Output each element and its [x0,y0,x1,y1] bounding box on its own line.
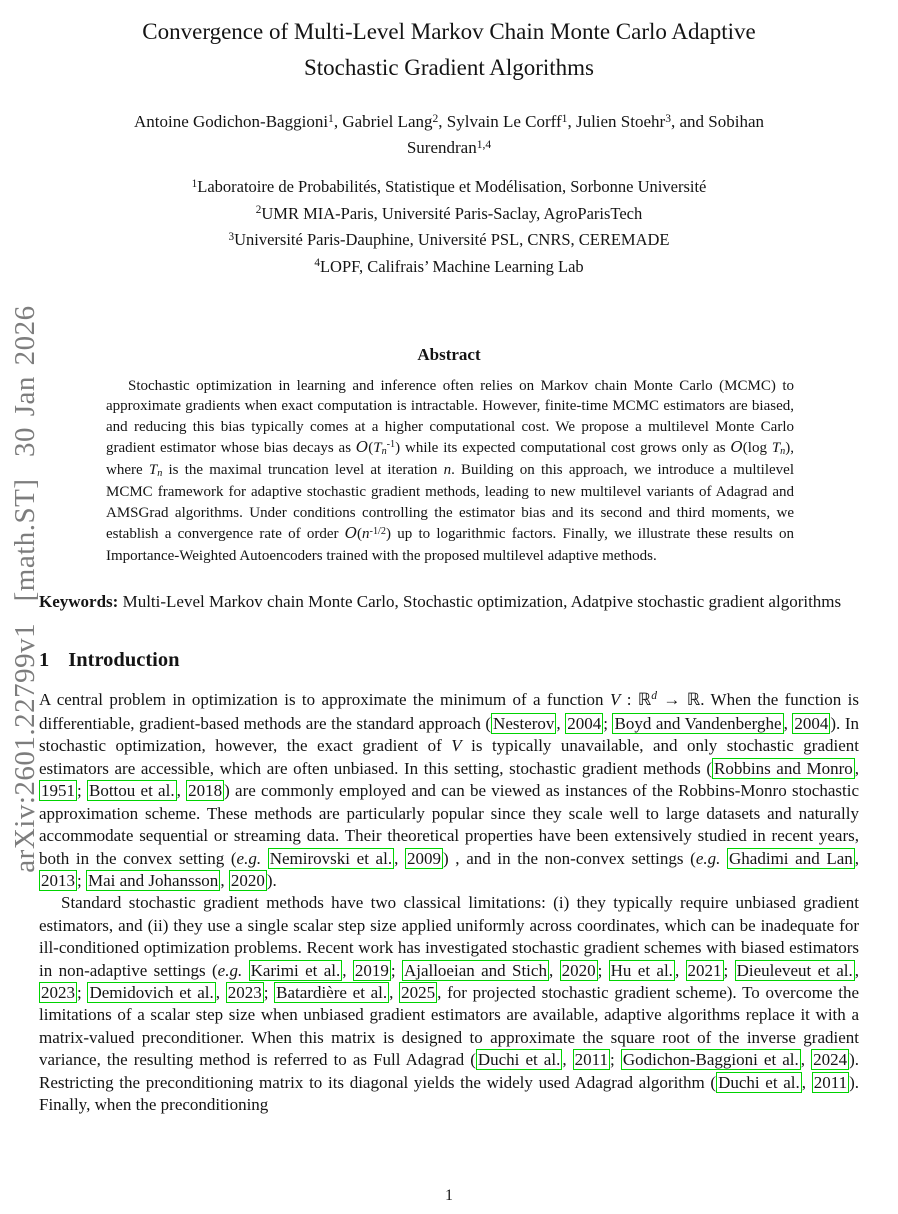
text-segment: 3 [228,230,235,243]
text-segment: 3 [665,111,671,125]
text-segment: e.g. [236,848,262,868]
text-segment: Antoine Godichon-Baggioni [133,112,329,131]
text-segment: ; [77,870,86,890]
intro-paragraph-1 [39,689,859,893]
text-segment: . Building on this approach, we introduce a multilevel MCMC framework for adaptive stochastic gradient methods, leading to new multilevel variants of Adagrad and AMSGrad algorithms. Under conditions controlling the estimator bias and its second and third moments, we establish a convergence rate of order [106,462,794,543]
arxiv-watermark: arXiv:2601.22799v1 [math.ST] 30 Jan 2026 [9,305,41,873]
abstract-heading: Abstract [417,345,481,364]
citation-link[interactable]: 2023 [41,982,75,1002]
section-title: Introduction [68,648,180,671]
text-segment: V [451,736,462,756]
text-segment: , [220,870,229,890]
section-number: 1 [39,648,50,671]
affiliation-line-2 [40,202,858,229]
text-segment [242,961,248,980]
text-segment: ; [390,960,402,980]
text-segment: T [373,439,382,456]
text-segment: T [771,439,781,456]
text-segment: ) up to logarithmic factors. Finally, we illustrate these results on Importance-Weighted Autoencoders trained with the proposed multilevel adaptive methods. [106,526,794,565]
text-segment: -1 [386,439,396,451]
text-segment: 2 [432,111,439,125]
text-segment: T [148,462,158,479]
citation-link[interactable]: 2018 [188,781,223,801]
text-segment: , Gabriel Lang [333,112,433,131]
text-segment: ; [77,982,88,1002]
text-segment: ) are commonly employed and can be viewed as instances of the Robbins-Monro stochastic approximation scheme. These methods are particularly popular since they scale well to large datasets and naturally accommodate sequential or streaming data. Their theoretical properties have been extensively studied in recent years, both in the convex setting ( [39,781,859,868]
text-segment: n [157,468,163,480]
text-segment [261,849,268,868]
abstract-text [106,376,794,567]
text-segment: e.g. [695,848,721,868]
text-segment: (log [742,439,772,456]
text-segment: Laboratoire de Probabilités, Statistique et Modélisation, Sorbonne Université [197,177,707,196]
section-heading [39,649,859,672]
text-segment: Stochastic optimization in learning and inference often relies on Markov chain Monte Carlo (MCMC) to approximate gradients when exact computation is intractable. However, finite-time MCMC estimators are biased, and reducing this bias typically comes at a higher computational cost. We propose a multilevel Monte Carlo gradient estimator whose bias decays as [106,378,794,456]
keywords-line [39,590,859,613]
citation-link[interactable]: 2021 [687,960,722,980]
citation-link[interactable]: 2020 [230,870,265,890]
citation-link[interactable]: Nesterov [493,714,555,734]
text-segment: , [342,960,353,980]
text-segment: , [674,960,686,980]
text-segment: ( [368,439,374,456]
text-segment: → ℝ. When the function is differentiable, gradient-based methods are the standard approach ( [39,689,859,734]
text-segment: , [854,758,859,778]
text-segment: , Julien Stoehr [567,112,666,131]
affiliation-line-1 [40,175,858,202]
text-segment: 4 [314,257,320,270]
text-segment: A central problem in optimization is to approximate the minimum of a function [39,689,610,709]
citation-link[interactable]: Robbins and Monro [714,758,853,778]
page [0,14,898,1214]
affiliation-line-3 [40,228,858,255]
text-segment: ) while its expected computational cost grows only as [395,439,731,456]
citation-link[interactable]: 2019 [354,960,389,980]
citation-link[interactable]: 2020 [561,960,596,980]
text-segment: n [780,445,786,457]
text-segment: , [394,848,405,868]
citation-link[interactable]: Hu et al. [610,960,673,980]
text-segment: n [443,462,452,479]
text-segment: ; [610,1050,621,1070]
citation-link[interactable]: Demidovich et al. [89,982,214,1002]
text-segment: O [355,437,369,456]
text-segment: , [176,781,187,801]
text-segment: ( [357,526,363,543]
text-segment: , and Sobihan [670,112,765,131]
text-segment: , [783,714,793,734]
citation-link[interactable]: Duchi et al. [718,1072,800,1092]
text-segment: ; [263,982,275,1002]
text-segment: , [854,848,860,868]
text-segment: Multi-Level Markov chain Monte Carlo, Stochastic optimization, Adatpive stochastic gradient algorithms [118,591,842,611]
text-segment: ; [723,960,735,980]
text-segment: : ℝ [620,689,652,709]
text-segment: , Sylvain Le Corff [438,112,562,131]
text-segment: , [215,982,226,1002]
citation-link[interactable]: Karimi et al. [250,960,341,980]
citation-link[interactable]: 1951 [41,781,75,801]
citation-link[interactable]: Bottou et al. [88,781,175,801]
paper-title [60,14,838,86]
paper-title-line1: Convergence of Multi-Level Markov Chain Monte Carlo Adaptive [142,19,756,44]
citation-link[interactable]: Nemirovski et al. [269,848,393,868]
citation-link[interactable]: Dieuleveut et al. [736,960,853,980]
text-segment: d [651,689,658,703]
text-segment: , [562,1050,573,1070]
text-segment: , [548,960,560,980]
text-segment: Surendran [406,138,477,157]
citation-link[interactable]: Boyd and Vandenberghe [614,714,782,734]
citation-link[interactable]: 2023 [227,982,262,1002]
text-segment: ), where [106,439,794,479]
text-segment: n [381,445,387,457]
citation-link[interactable]: 2011 [574,1050,609,1070]
citation-link[interactable]: 2024 [813,1050,848,1070]
text-segment: , [854,960,859,980]
text-segment: ). In stochastic optimization, however, the exact gradient of [39,714,859,756]
affiliation-line-4 [40,255,858,282]
text-segment: , [800,1050,812,1070]
text-segment: ) , and in the non-convex settings ( [443,848,696,868]
text-segment: ; [597,960,609,980]
citation-link[interactable]: 2004 [567,714,602,734]
text-segment: ). Finally, when the preconditioning [39,1072,859,1114]
text-segment: V [609,689,621,709]
text-segment: , [801,1072,812,1092]
citation-link[interactable]: Duchi et al. [477,1050,561,1070]
text-segment: LOPF, Califrais’ Machine Learning Lab [319,256,584,276]
intro-paragraph-2 [39,892,859,1116]
text-segment: n [362,526,370,543]
text-segment: 1,4 [476,137,492,151]
citation-link[interactable]: 2004 [794,714,829,734]
page-number: 1 [445,1187,453,1204]
text-segment: is typically unavailable, and only stochastic gradient estimators are accessible, which are often unbiased. In this setting, stochastic gradient methods ( [39,736,859,778]
citation-link[interactable]: Batardière et al. [276,982,388,1002]
affiliations-block [40,175,858,281]
text-segment: Standard stochastic gradient methods have two classical limitations: (i) they typically require unbiased gradient estimators, and (ii) they use a single scalar step size applied uniformly across coordinates, which can be inadequate for ill-conditioned optimization problems. Recent work has investigated stochastic gradient schemes with biased estimators in non-adaptive settings ( [39,893,859,980]
text-segment: Université Paris-Dauphine, Université PSL, CNRS, CEREMADE [234,230,670,249]
text-segment: O [730,437,743,456]
text-segment: 2 [255,204,262,217]
text-segment: ). Restricting the preconditioning matrix to its diagonal yields the widely used Adagrad algorithm ( [39,1050,859,1092]
text-segment: , [389,982,400,1002]
citation-link[interactable]: 2025 [401,982,436,1002]
text-segment: Keywords: [39,591,119,611]
citation-link[interactable]: Ajalloeian and Stich [403,960,547,980]
citation-link[interactable]: Godichon-Baggioni et al. [622,1050,799,1070]
paper-page [0,14,898,1214]
citation-link[interactable]: 2011 [813,1072,848,1092]
text-segment: ; [603,714,613,734]
text-segment: -1/2 [369,525,386,537]
authors-line [55,110,843,162]
paper-title-line2: Stochastic Gradient Algorithms [303,55,594,80]
text-segment: , for projected stochastic gradient scheme). To overcome the limitations of a scalar step size when unbiased gradient estimators are available, adaptive algorithms replace it with a matrix-valued preconditioner. When this matrix is designed to approximate the square root of the inverse gradient variance, the resulting method is referred to as Full Adagrad ( [39,982,859,1070]
citation-link[interactable]: Mai and Johansson [87,870,219,890]
text-segment: 1 [328,111,334,125]
text-segment: UMR MIA-Paris, Université Paris-Saclay, AgroParisTech [261,203,643,223]
citation-link[interactable]: 2009 [407,848,441,868]
text-segment: ). [266,870,277,890]
text-segment: is the maximal truncation level at iteration [162,462,444,479]
text-segment: 1 [561,111,568,125]
citation-link[interactable]: Ghadimi and Lan [729,848,853,868]
citation-link[interactable]: 2013 [41,870,75,890]
text-segment: e.g. [217,960,243,980]
text-segment: O [344,524,358,543]
text-segment: , [556,714,566,734]
text-segment: ; [77,781,87,801]
text-segment: 1 [191,177,198,190]
